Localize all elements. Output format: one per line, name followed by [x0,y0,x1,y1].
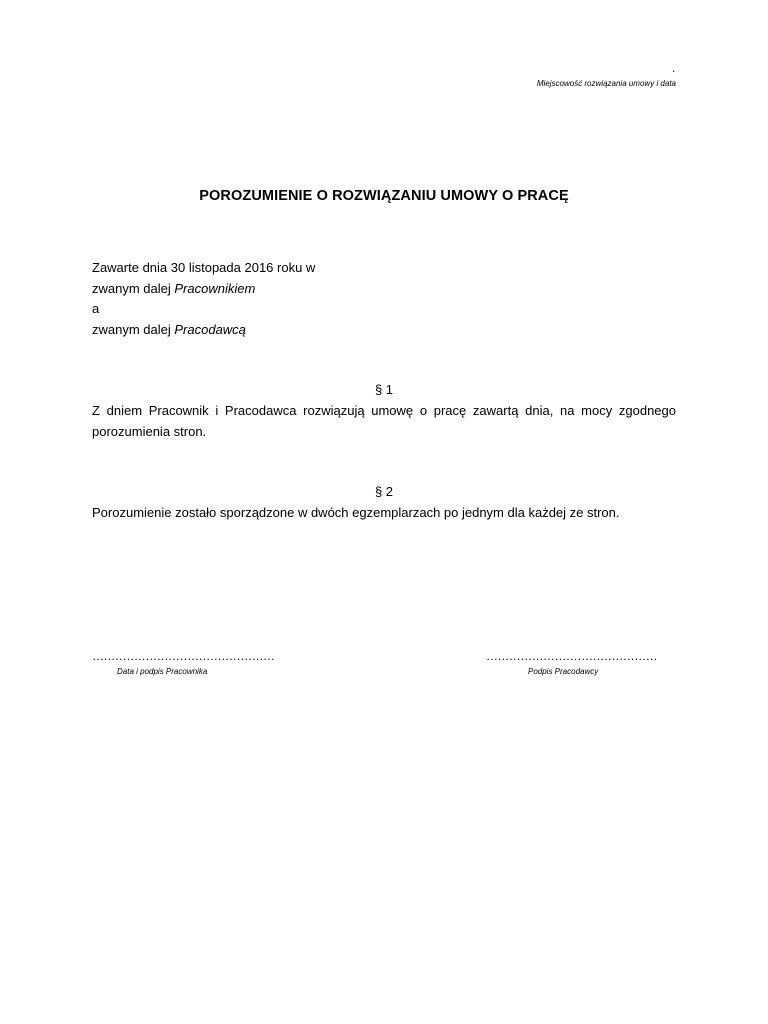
intro-line-employee [92,279,676,300]
section-2-mark: § 2 [374,484,394,499]
employer-signature-line: ……………………………………… [486,649,658,663]
document-title: POROZUMIENIE O ROZWIĄZANIU UMOWY O PRACĘ [199,188,569,204]
intro-line-employer [92,320,676,341]
section-1-mark: § 1 [374,382,394,397]
intro-employee-role: Pracownikiem [174,280,256,296]
intro-employer-role: Pracodawcą [174,321,246,337]
employee-signature-caption: Data i podpis Pracownika [117,667,208,676]
intro-line-and: a [92,301,100,316]
employee-signature-line: ………………………………………… [92,649,275,663]
place-date-dot: . [672,61,676,75]
section-2-text: Porozumienie zostało sporządzone w dwóch egzemplarzach po jednym dla każdej ze stron. [92,505,620,520]
intro-block [92,258,676,340]
section-1-text: Z dniem Pracownik i Pracodawca rozwiązują umowę o pracę zawartą dnia, na mocy zgodnego porozumienia stron. [92,403,676,439]
intro-line-date: Zawarte dnia 30 listopada 2016 roku w [92,260,316,275]
intro-employee-prefix: zwanym dalej [92,280,175,296]
intro-employer-prefix: zwanym dalej [92,321,175,337]
employer-signature-caption: Podpis Pracodawcy [528,667,599,676]
place-date-caption: Miejscowość rozwiązania umowy i data [536,79,676,88]
